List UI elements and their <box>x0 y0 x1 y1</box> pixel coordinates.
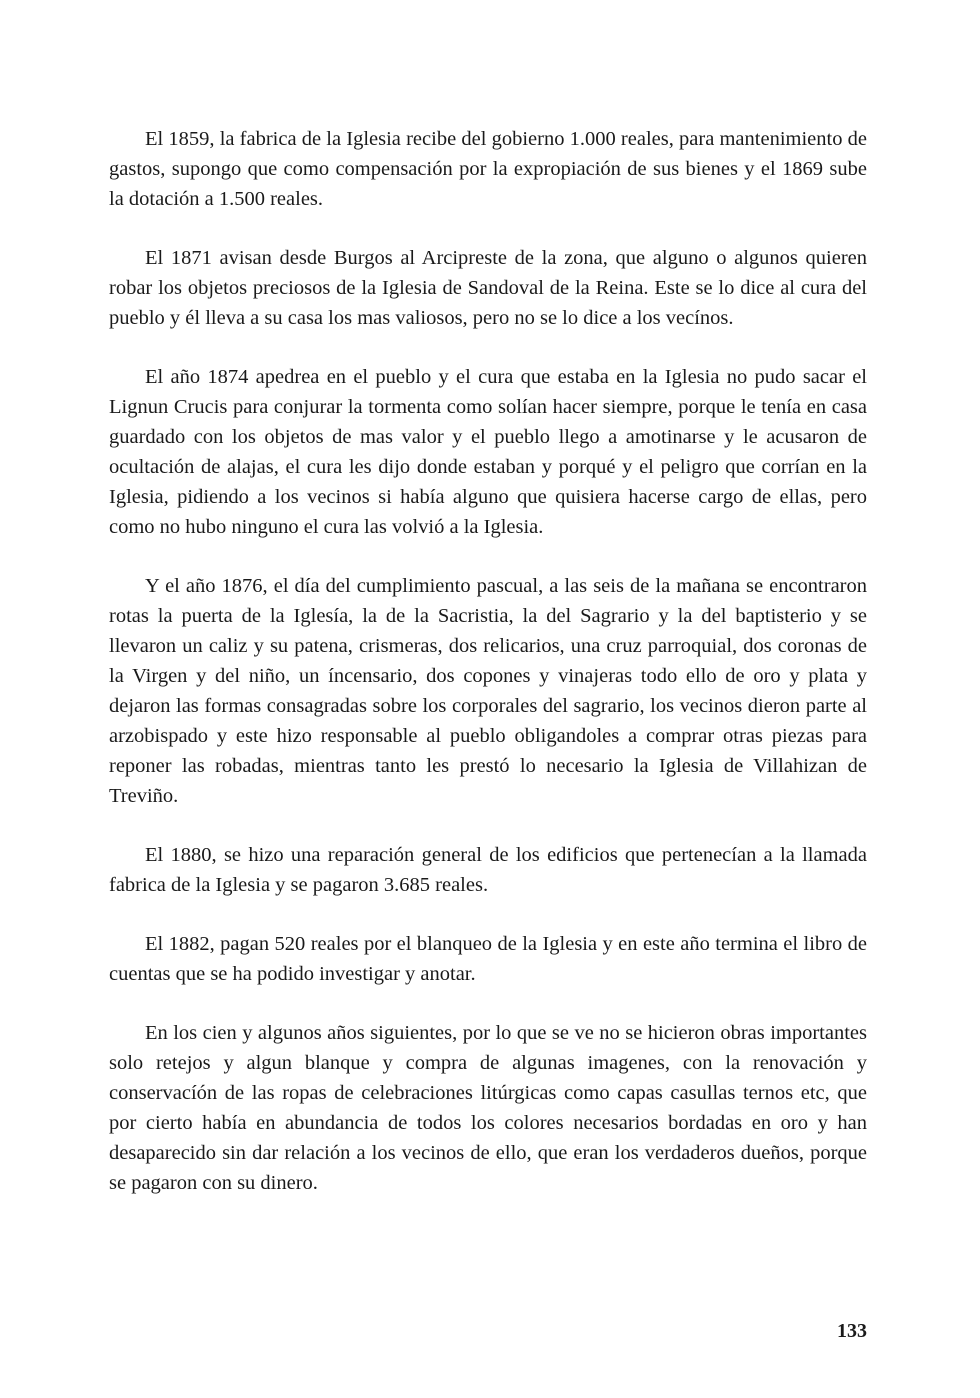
paragraph-1880: El 1880, se hizo una reparación general de los edificios que pertenecían a la llamada fabrica de la Iglesia y se pagaron 3.685 reales. <box>109 844 867 896</box>
body-text <box>109 124 867 1198</box>
paragraph-1871: El 1871 avisan desde Burgos al Arcipreste de la zona, que alguno o algunos quieren robar los objetos preciosos de la Iglesia de Sandoval de la Reina. Este se lo dice al cura del pueblo y él lleva a su casa los mas valiosos, pero no se lo dice a los vecínos. <box>109 247 867 329</box>
page-number: 133 <box>837 1320 867 1342</box>
paragraph-1876: Y el año 1876, el día del cumplimiento pascual, a las seis de la mañana se encontraron rotas la puerta de la Iglesía, la de la Sacristia, la del Sagrario y la del baptisterio y se llevaron un caliz y su patena, crismeras, dos relicarios, una cruz parroquial, dos coronas de la Virgen y del niño, un íncensario, dos copones y vinajeras todo ello de oro y plata y dejaron las formas consagradas sobre los corporales del sagrario, los vecinos dieron parte al arzobispado y este hizo responsable al pueblo obligandoles a comprar otras piezas para reponer las robadas, mientras tanto les prestó lo necesario la Iglesia de Villahizan de Treviño. <box>109 575 867 807</box>
paragraph-1882: El 1882, pagan 520 reales por el blanqueo de la Iglesia y en este año termina el libro de cuentas que se ha podido investigar y anotar. <box>109 933 867 985</box>
paragraph-1859: El 1859, la fabrica de la Iglesia recibe del gobierno 1.000 reales, para mantenimiento de gastos, supongo que como compensación por la expropiación de sus bienes y el 1869 sube la dotación a 1.500 reales. <box>109 128 867 210</box>
paragraph-1874: El año 1874 apedrea en el pueblo y el cura que estaba en la Iglesia no pudo sacar el Lignun Crucis para conjurar la tormenta como solían hacer siempre, porque le tenía en casa guardado con los objetos de mas valor y el pueblo llego a amotinarse y le acusaron de ocultación de alajas, el cura les dijo donde estaban y porqué y el peligro que corrían en la Iglesia, pidiendo a los vecinos si había alguno que quisiera hacerse cargo de ellas, pero como no hubo ninguno el cura las volvió a la Iglesia. <box>109 366 867 538</box>
paragraph-later-years: En los cien y algunos años siguientes, por lo que se ve no se hicieron obras importantes solo retejos y algun blanque y compra de algunas imagenes, con la renovación y conservacíón de las ropas de celebraciones litúrgicas como capas casullas ternos etc, que por cierto había en abundancia de todos los colores necesarios bordadas en oro y han desaparecido sin dar relación a los vecinos de ello, que eran los verdaderos dueños, porque se pagaron con su dinero. <box>109 1022 867 1194</box>
